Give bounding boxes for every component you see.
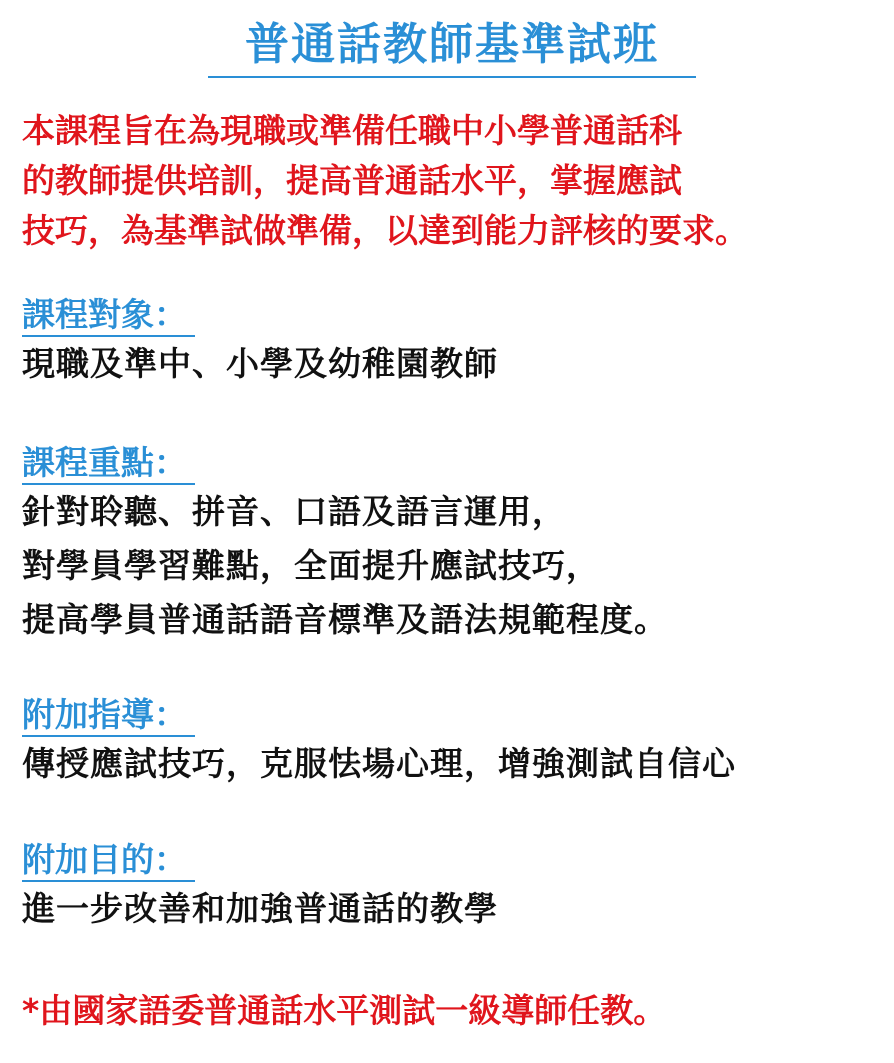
- intro-line: 技巧，為基準試做準備，以達到能力評核的要求。: [22, 211, 748, 250]
- section-line: 針對聆聽、拼音、口語及語言運用，: [22, 492, 566, 531]
- section-extra-purpose: [22, 840, 498, 936]
- section-target-audience: [22, 295, 498, 391]
- section-line: 提高學員普通話語音標準及語法規範程度。: [22, 600, 668, 639]
- section-course-focus: [22, 443, 668, 647]
- intro-line: 的教師提供培訓，提高普通話水平，掌握應試: [22, 161, 682, 200]
- intro-line: 本課程旨在為現職或準備任職中小學普通話科: [22, 111, 682, 150]
- section-line: 對學員學習難點，全面提升應試技巧，: [22, 546, 600, 585]
- page-title: 普通話教師基準試班: [245, 19, 659, 70]
- page-title-container: [208, 14, 696, 78]
- section-heading: 課程重點：: [22, 443, 195, 485]
- section-extra-guidance: [22, 695, 736, 791]
- section-line: 現職及準中、小學及幼稚園教師: [22, 344, 498, 383]
- section-heading: 課程對象：: [22, 295, 195, 337]
- section-line: 進一步改善和加強普通話的教學: [22, 889, 498, 928]
- footnote: *由國家語委普通話水平測試一級導師任教。: [22, 991, 667, 1030]
- section-line: 傳授應試技巧，克服怯場心理，增強測試自信心: [22, 744, 736, 783]
- section-heading: 附加指導：: [22, 695, 195, 737]
- section-heading: 附加目的：: [22, 840, 195, 882]
- course-intro: [22, 106, 748, 256]
